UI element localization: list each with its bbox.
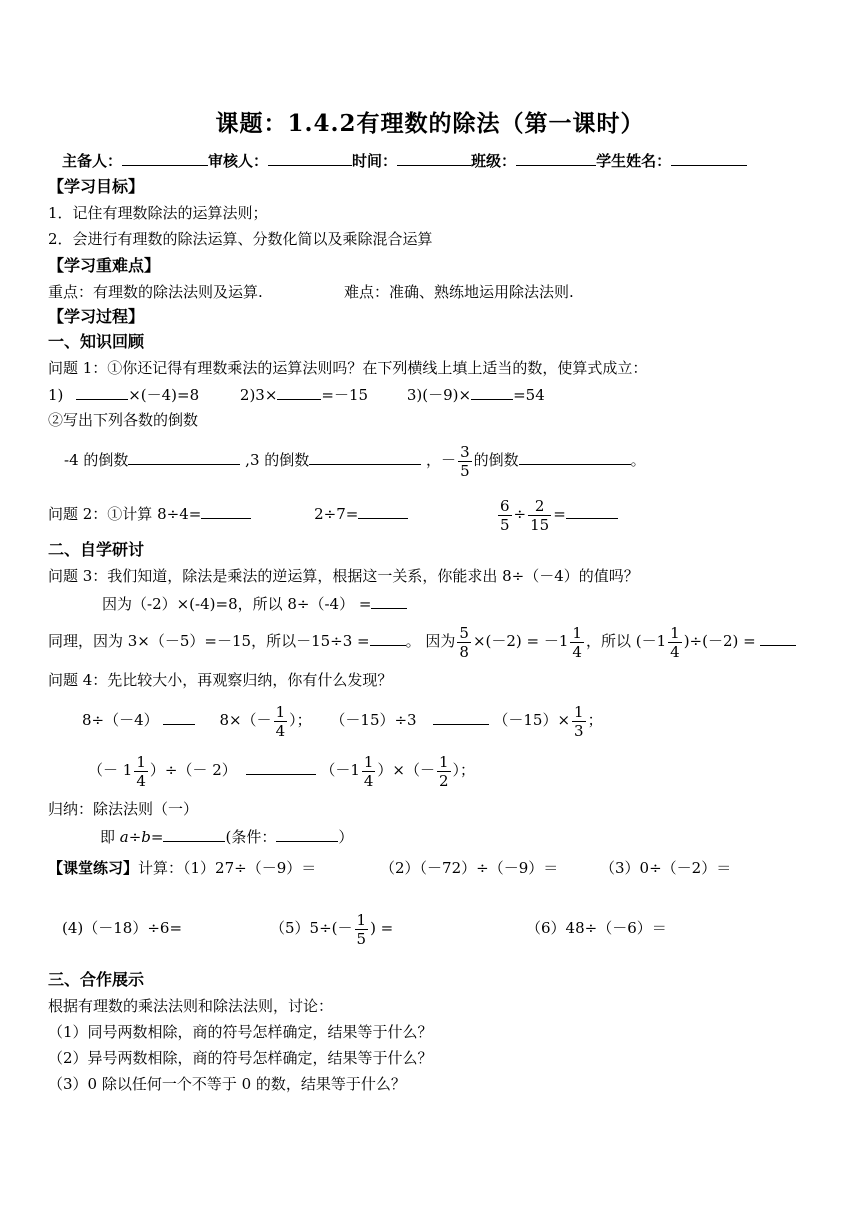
reciprocal-line xyxy=(64,440,646,480)
fraction-6-5: $\frac{6}{5}$ xyxy=(500,496,510,534)
discussion-3: （3）0 除以任何一个不等于 0 的数，结果等于什么？ xyxy=(48,1075,406,1093)
q3-blank-2[interactable] xyxy=(370,630,406,646)
rule-expression: a÷b xyxy=(119,828,151,846)
section1-heading: 一、知识回顾 xyxy=(48,332,145,351)
induction-label: 归纳：除法法则（一） xyxy=(48,800,199,818)
student-label: 学生姓名： xyxy=(596,152,672,170)
q1a-rest: ×(－4)=8 xyxy=(128,386,200,404)
q4-row-1 xyxy=(82,698,603,742)
question-2-line xyxy=(48,494,408,534)
q1-part2: ②写出下列各数的倒数 xyxy=(48,411,199,429)
preparer-label: 主备人： xyxy=(62,152,123,170)
q3-blank-3[interactable] xyxy=(760,630,796,646)
question-3: 问题 3：我们知道，除法是乘法的逆运算，根据这一关系，你能求出 8÷（－4）的值吗？ xyxy=(48,567,639,585)
q4-row-2 xyxy=(88,748,475,792)
recip-c-blank[interactable] xyxy=(519,449,631,465)
q3-because-line xyxy=(102,593,407,614)
reviewer-blank[interactable] xyxy=(268,150,352,166)
q4f-mid: ）×（－ xyxy=(377,761,435,779)
class-blank[interactable] xyxy=(516,150,596,166)
class-label: 班级： xyxy=(471,152,517,170)
q2c-blank[interactable] xyxy=(566,503,618,519)
q4a: 8÷（－4） xyxy=(82,711,159,729)
q3-blank-1[interactable] xyxy=(371,593,407,609)
q3-same-line xyxy=(48,620,796,662)
fraction-1-4-b: $\frac{1}{4}$ xyxy=(670,623,680,661)
division-rule-line xyxy=(100,826,353,847)
recip-b-label: ,3 的倒数 xyxy=(245,451,310,469)
q1b-blank[interactable] xyxy=(277,384,321,400)
q2b-label: 2÷7= xyxy=(314,505,359,523)
q1b-pre: 2)3× xyxy=(239,386,278,404)
rule-equals: = xyxy=(150,828,164,846)
q4-blank-2[interactable] xyxy=(433,709,489,725)
practice-item-1: 计算：（1）27÷（－9）＝ xyxy=(138,859,317,877)
q4b: 8×（－ xyxy=(219,711,272,729)
q1-fill-line xyxy=(48,384,545,405)
q4-blank-3[interactable] xyxy=(246,759,316,775)
q1c-rest: =54 xyxy=(513,386,545,404)
q1c-pre: 3)(－9)× xyxy=(406,386,472,404)
rule-blank[interactable] xyxy=(163,826,225,842)
q3-same-text: 同理，因为 3×（－5）=－15，所以－15÷3 = xyxy=(48,632,370,650)
q3-because-text: 因为（-2）×(-4)=8，所以 8÷（-4） = xyxy=(102,595,372,613)
q1a-num: 1) xyxy=(48,386,64,404)
recip-b-blank[interactable] xyxy=(309,449,421,465)
practice-item-5 xyxy=(270,906,393,950)
q4c: （－15）÷3 xyxy=(330,711,417,729)
page-title: 课题：1.4.2有理数的除法（第一课时） xyxy=(215,110,645,137)
student-blank[interactable] xyxy=(671,150,747,166)
goals-heading: 【学习目标】 xyxy=(48,177,145,196)
practice-item-2: （2）（－72）÷（－9）＝ xyxy=(380,859,559,877)
process-heading: 【学习过程】 xyxy=(48,307,145,326)
time-label: 时间： xyxy=(352,152,398,170)
fraction-1-4-d: $\frac{1}{4}$ xyxy=(136,752,146,790)
recip-a-blank[interactable] xyxy=(128,449,240,465)
fraction-1-4-e: $\frac{1}{4}$ xyxy=(363,752,374,790)
section3-heading: 三、合作展示 xyxy=(48,970,145,989)
question-1: 问题 1：①你还记得有理数乘法的运算法则吗？在下列横线上填上适当的数，使算式成立： xyxy=(48,359,648,377)
fraction-1-3: $\frac{1}{3}$ xyxy=(574,702,584,740)
q3-because2: 。 因为 xyxy=(405,632,456,650)
goal-item-2: 2．会进行有理数的除法运算、分数化简以及乘除混合运算 xyxy=(48,230,433,248)
practice-item-3: （3）0÷（－2）＝ xyxy=(600,859,732,877)
section2-heading: 二、自学研讨 xyxy=(48,540,145,559)
recip-c-label: 的倒数 xyxy=(473,451,519,469)
p5-pre: （5）5÷(－ xyxy=(270,919,353,937)
q2b-blank[interactable] xyxy=(358,503,408,519)
fraction-3-5: $\frac{3}{5}$ xyxy=(460,442,470,480)
info-line xyxy=(62,150,747,171)
q4e: （－ 1 xyxy=(88,761,133,779)
fraction-1-4-c: $\frac{1}{4}$ xyxy=(275,702,286,740)
fraction-5-8: $\frac{5}{8}$ xyxy=(459,623,469,661)
question-4: 问题 4：先比较大小，再观察归纳，你有什么发现？ xyxy=(48,671,393,689)
q4d-end: ； xyxy=(587,711,603,729)
fraction-1-4-a: $\frac{1}{4}$ xyxy=(572,623,582,661)
q3-so: ，所以 (－1 xyxy=(585,632,667,650)
practice-item-6: （6）48÷（－6）＝ xyxy=(526,919,667,937)
q2c-expr xyxy=(496,494,618,534)
discussion-intro: 根据有理数的乘法法则和除法法则，讨论： xyxy=(48,997,334,1015)
discussion-2: （2）异号两数相除，商的符号怎样确定，结果等于什么？ xyxy=(48,1049,433,1067)
q3-mid: ×(－2) = －1 xyxy=(472,632,569,650)
q2a-blank[interactable] xyxy=(201,503,251,519)
rule-condition-label: (条件： xyxy=(225,828,277,846)
condition-blank[interactable] xyxy=(276,826,338,842)
q1c-blank[interactable] xyxy=(471,384,513,400)
difficulty-heading: 【学习重难点】 xyxy=(48,256,161,275)
preparer-blank[interactable] xyxy=(122,150,208,166)
q4-blank-1[interactable] xyxy=(163,709,195,725)
hard-point: 难点：准确、熟练地运用除法法则. xyxy=(344,283,574,301)
recip-end: 。 xyxy=(630,451,646,469)
practice-item-4: (4)（－18）÷6= xyxy=(62,919,183,937)
q4d: （－15）× xyxy=(493,711,571,729)
q3-tail: )÷(－2) = xyxy=(683,632,756,650)
p5-end: ) = xyxy=(370,919,394,937)
recip-a-label: -4 的倒数 xyxy=(64,451,129,469)
discussion-1: （1）同号两数相除，商的符号怎样确定，结果等于什么？ xyxy=(48,1023,433,1041)
q4e-end: ）÷（－ 2） xyxy=(149,761,237,779)
rule-end: ） xyxy=(338,828,354,846)
reviewer-label: 审核人： xyxy=(208,152,269,170)
goal-item-1: 1．记住有理数除法的运算法则； xyxy=(48,204,268,222)
practice-line-1 xyxy=(48,858,316,878)
q4b-end: ）； xyxy=(289,711,312,729)
fraction-1-5: $\frac{1}{5}$ xyxy=(356,910,367,948)
divide-sign: ÷ xyxy=(513,505,527,523)
recip-c-sign: ，－ xyxy=(426,451,457,469)
q4f-end: ）； xyxy=(452,761,476,779)
time-blank[interactable] xyxy=(397,150,471,166)
q1b-rest: =－15 xyxy=(321,386,369,404)
fraction-2-15: $\frac{2}{15}$ xyxy=(530,496,550,534)
q2-label: 问题 2：①计算 8÷4= xyxy=(48,505,202,523)
fraction-1-2: $\frac{1}{2}$ xyxy=(438,752,449,790)
q4f: （－1 xyxy=(320,761,360,779)
key-point: 重点：有理数的除法法则及运算. xyxy=(48,283,263,301)
equals-sign: = xyxy=(553,505,566,523)
rule-pre: 即 xyxy=(100,828,120,846)
practice-heading: 【课堂练习】 xyxy=(48,859,139,877)
q1a-blank[interactable] xyxy=(76,384,128,400)
